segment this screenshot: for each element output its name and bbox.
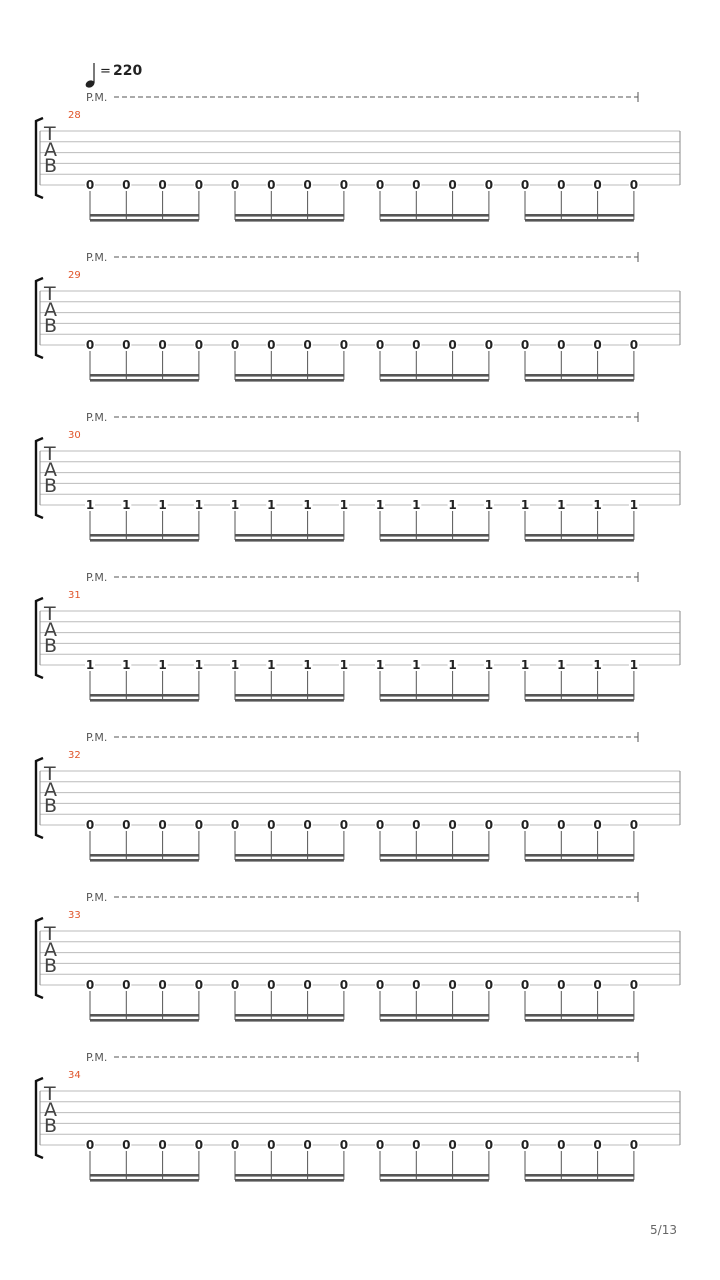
fret-number: 0 (85, 338, 95, 352)
fret-number: 0 (85, 978, 95, 992)
fret-number: 0 (557, 818, 566, 832)
tab-clef-letter: A (44, 299, 57, 321)
tab-system (36, 91, 680, 222)
fret-number: 0 (267, 1138, 276, 1152)
fret-number: 0 (339, 1138, 349, 1152)
fret-number: 1 (267, 498, 276, 512)
beam-secondary (380, 1179, 489, 1182)
fret-number: 0 (375, 1138, 385, 1152)
fret-number: 0 (484, 818, 494, 832)
fret-number: 0 (448, 338, 457, 352)
fret-number: 1 (375, 658, 385, 672)
tab-clef-letter: T (44, 123, 56, 145)
bar-number: 30 (68, 430, 81, 441)
fret-number: 0 (158, 338, 167, 352)
fret-number: 1 (194, 658, 204, 672)
page-number: 5/13 (650, 1223, 677, 1237)
beam-primary (90, 1014, 199, 1017)
tab-clef-letter: A (44, 779, 57, 801)
tab-clef-letter: A (44, 139, 57, 161)
beam-primary (235, 694, 344, 697)
fret-number: 0 (448, 1138, 457, 1152)
palm-mute-label: P.M. (86, 411, 108, 424)
fret-number: 0 (375, 978, 385, 992)
beam-primary (90, 1174, 199, 1177)
fret-number: 0 (339, 338, 349, 352)
bar-number: 33 (68, 910, 81, 921)
fret-number: 0 (557, 178, 566, 192)
fret-number: 1 (122, 658, 131, 672)
fret-number: 0 (194, 338, 204, 352)
beam-secondary (235, 859, 344, 862)
fret-number: 0 (339, 978, 349, 992)
tab-clef-letter: B (44, 795, 58, 817)
fret-number: 0 (158, 178, 167, 192)
beam-secondary (525, 1019, 634, 1022)
fret-number: 0 (520, 1138, 530, 1152)
palm-mute-label: P.M. (86, 251, 108, 264)
beam-secondary (525, 859, 634, 862)
fret-number: 0 (520, 978, 530, 992)
fret-number: 0 (593, 818, 602, 832)
fret-number: 0 (158, 818, 167, 832)
fret-number: 1 (412, 498, 421, 512)
fret-number: 0 (85, 818, 95, 832)
fret-number: 0 (375, 178, 385, 192)
fret-number: 0 (230, 978, 240, 992)
fret-number: 0 (484, 978, 494, 992)
fret-number: 1 (230, 658, 240, 672)
fret-number: 1 (484, 498, 494, 512)
fret-number: 1 (158, 498, 167, 512)
tab-clef-letter: A (44, 619, 57, 641)
fret-number: 0 (593, 178, 602, 192)
fret-number: 0 (122, 1138, 131, 1152)
beam-primary (235, 854, 344, 857)
beam-primary (380, 1014, 489, 1017)
beam-primary (90, 214, 199, 217)
fret-number: 0 (339, 818, 349, 832)
tab-system (36, 891, 680, 1022)
tab-system (36, 731, 680, 862)
fret-number: 1 (122, 498, 131, 512)
beam-secondary (90, 539, 199, 542)
fret-number: 0 (267, 178, 276, 192)
beam-primary (380, 374, 489, 377)
fret-number: 0 (267, 818, 276, 832)
tab-clef-letter: T (44, 603, 56, 625)
beam-primary (380, 534, 489, 537)
beam-primary (380, 694, 489, 697)
fret-number: 0 (629, 178, 639, 192)
fret-number: 1 (520, 658, 530, 672)
fret-number: 1 (339, 498, 349, 512)
beam-primary (525, 214, 634, 217)
beam-secondary (525, 699, 634, 702)
fret-number: 1 (303, 498, 312, 512)
fret-number: 0 (448, 178, 457, 192)
fret-number: 0 (267, 338, 276, 352)
beam-primary (235, 1014, 344, 1017)
fret-number: 1 (85, 498, 95, 512)
fret-number: 1 (448, 658, 457, 672)
tab-clef-letter: B (44, 955, 58, 977)
beam-primary (235, 374, 344, 377)
beam-secondary (380, 1019, 489, 1022)
beam-secondary (90, 699, 199, 702)
beam-secondary (90, 1179, 199, 1182)
fret-number: 0 (593, 978, 602, 992)
fret-number: 0 (303, 978, 312, 992)
fret-number: 0 (158, 1138, 167, 1152)
fret-number: 1 (520, 498, 530, 512)
fret-number: 1 (557, 498, 566, 512)
beam-secondary (90, 859, 199, 862)
fret-number: 0 (194, 978, 204, 992)
fret-number: 1 (375, 498, 385, 512)
beam-primary (380, 854, 489, 857)
fret-number: 0 (629, 1138, 639, 1152)
fret-number: 0 (412, 1138, 421, 1152)
tempo-bpm: 220 (113, 63, 143, 79)
fret-number: 0 (448, 818, 457, 832)
systems (36, 91, 680, 1182)
tab-clef-letter: T (44, 1083, 56, 1105)
tab-clef-letter: B (44, 635, 58, 657)
beam-secondary (525, 1179, 634, 1182)
bar-number: 31 (68, 590, 81, 601)
tab-clef-letter: B (44, 155, 58, 177)
fret-number: 0 (194, 178, 204, 192)
fret-number: 1 (194, 498, 204, 512)
fret-number: 0 (267, 978, 276, 992)
quarter-note-icon (84, 63, 95, 89)
beam-secondary (235, 699, 344, 702)
fret-number: 0 (194, 818, 204, 832)
beam-primary (235, 1174, 344, 1177)
beam-secondary (90, 1019, 199, 1022)
fret-number: 0 (158, 978, 167, 992)
beam-secondary (525, 539, 634, 542)
beam-primary (525, 854, 634, 857)
tempo-equals: = (100, 64, 111, 79)
fret-number: 0 (230, 338, 240, 352)
palm-mute-label: P.M. (86, 731, 108, 744)
fret-number: 0 (520, 178, 530, 192)
tab-clef-letter: T (44, 283, 56, 305)
fret-number: 0 (303, 1138, 312, 1152)
beam-primary (235, 534, 344, 537)
fret-number: 1 (484, 658, 494, 672)
fret-number: 0 (122, 178, 131, 192)
fret-number: 1 (339, 658, 349, 672)
beam-secondary (235, 1179, 344, 1182)
beam-primary (525, 374, 634, 377)
fret-number: 0 (230, 1138, 240, 1152)
beam-primary (90, 694, 199, 697)
palm-mute-label: P.M. (86, 91, 108, 104)
beam-primary (235, 214, 344, 217)
fret-number: 1 (230, 498, 240, 512)
beam-secondary (525, 379, 634, 382)
beam-secondary (525, 219, 634, 222)
fret-number: 0 (122, 818, 131, 832)
fret-number: 1 (412, 658, 421, 672)
palm-mute-label: P.M. (86, 891, 108, 904)
fret-number: 0 (557, 338, 566, 352)
tab-clef-letter: A (44, 939, 57, 961)
fret-number: 0 (520, 338, 530, 352)
beam-primary (90, 534, 199, 537)
tab-clef-letter: T (44, 923, 56, 945)
bar-number: 34 (68, 1070, 81, 1081)
fret-number: 0 (85, 1138, 95, 1152)
bar-number: 32 (68, 750, 81, 761)
fret-number: 1 (557, 658, 566, 672)
fret-number: 0 (412, 178, 421, 192)
beam-secondary (235, 539, 344, 542)
tab-system (36, 571, 680, 702)
fret-number: 0 (557, 978, 566, 992)
beam-primary (90, 854, 199, 857)
fret-number: 0 (412, 818, 421, 832)
beam-secondary (235, 219, 344, 222)
tab-clef-letter: B (44, 315, 58, 337)
tab-system (36, 1051, 680, 1182)
fret-number: 1 (629, 658, 639, 672)
fret-number: 1 (448, 498, 457, 512)
fret-number: 1 (303, 658, 312, 672)
fret-number: 1 (629, 498, 639, 512)
beam-secondary (380, 699, 489, 702)
fret-number: 0 (122, 338, 131, 352)
fret-number: 0 (557, 1138, 566, 1152)
beam-secondary (380, 539, 489, 542)
fret-number: 0 (484, 1138, 494, 1152)
fret-number: 0 (85, 178, 95, 192)
beam-primary (525, 534, 634, 537)
fret-number: 1 (267, 658, 276, 672)
beam-secondary (380, 859, 489, 862)
beam-primary (525, 1014, 634, 1017)
tab-clef-letter: T (44, 443, 56, 465)
beam-secondary (90, 219, 199, 222)
fret-number: 0 (484, 178, 494, 192)
beam-secondary (235, 1019, 344, 1022)
palm-mute-label: P.M. (86, 571, 108, 584)
tab-system (36, 411, 680, 542)
fret-number: 0 (339, 178, 349, 192)
tab-clef-letter: A (44, 1099, 57, 1121)
fret-number: 1 (593, 658, 602, 672)
beam-primary (525, 1174, 634, 1177)
fret-number: 0 (194, 1138, 204, 1152)
fret-number: 1 (593, 498, 602, 512)
fret-number: 0 (303, 338, 312, 352)
fret-number: 0 (230, 178, 240, 192)
beam-secondary (235, 379, 344, 382)
fret-number: 0 (375, 338, 385, 352)
fret-number: 0 (484, 338, 494, 352)
bar-number: 28 (68, 110, 81, 121)
beam-primary (380, 1174, 489, 1177)
fret-number: 0 (629, 818, 639, 832)
fret-number: 0 (629, 338, 639, 352)
fret-number: 0 (412, 338, 421, 352)
tab-clef-letter: B (44, 1115, 58, 1137)
fret-number: 0 (230, 818, 240, 832)
fret-number: 0 (629, 978, 639, 992)
beam-secondary (380, 219, 489, 222)
tab-system (36, 251, 680, 382)
fret-number: 0 (593, 338, 602, 352)
tab-clef-letter: A (44, 459, 57, 481)
fret-number: 0 (303, 818, 312, 832)
bar-number: 29 (68, 270, 81, 281)
beam-primary (380, 214, 489, 217)
palm-mute-label: P.M. (86, 1051, 108, 1064)
fret-number: 1 (158, 658, 167, 672)
beam-secondary (380, 379, 489, 382)
tempo-marking (84, 63, 142, 89)
fret-number: 0 (593, 1138, 602, 1152)
fret-number: 0 (375, 818, 385, 832)
fret-number: 0 (122, 978, 131, 992)
fret-number: 0 (303, 178, 312, 192)
fret-number: 0 (412, 978, 421, 992)
beam-primary (525, 694, 634, 697)
fret-number: 0 (520, 818, 530, 832)
beam-secondary (90, 379, 199, 382)
fret-number: 0 (448, 978, 457, 992)
tab-clef-letter: B (44, 475, 58, 497)
fret-number: 1 (85, 658, 95, 672)
tab-clef-letter: T (44, 763, 56, 785)
beam-primary (90, 374, 199, 377)
